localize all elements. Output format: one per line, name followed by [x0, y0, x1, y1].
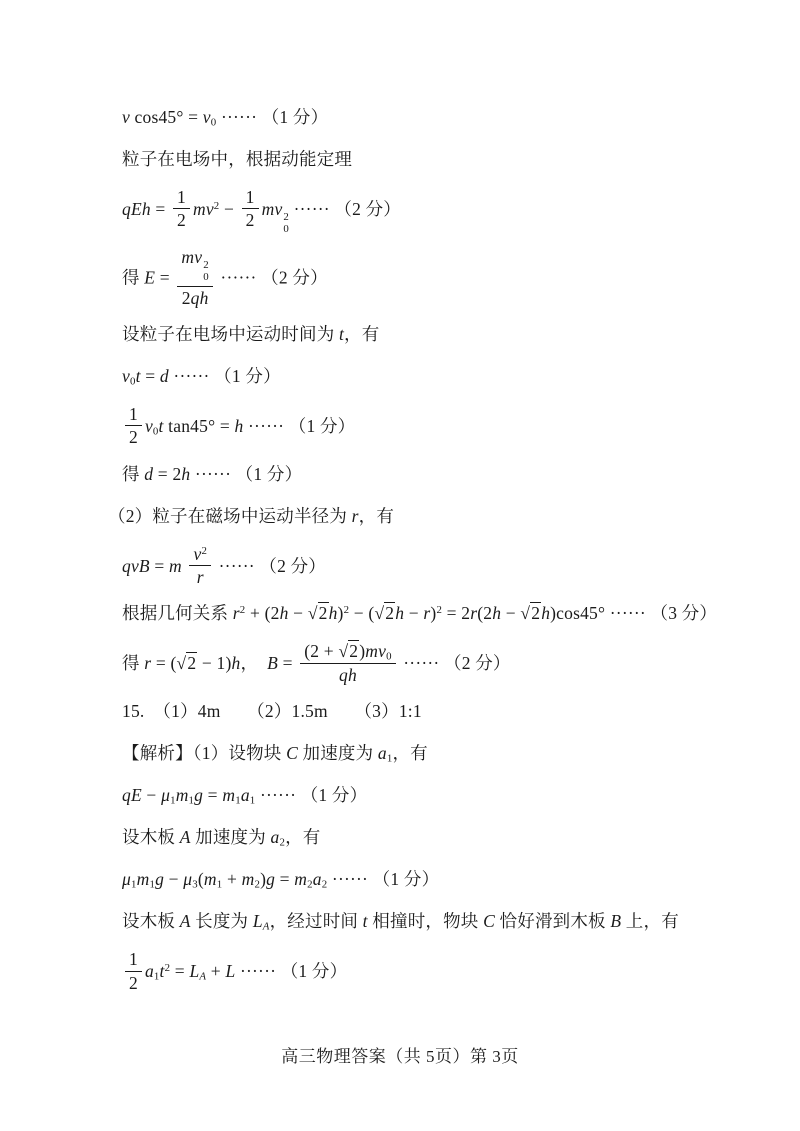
formula-line: $\mu_1m_1g - \mu_3(m_1 + m_2)g = m_2a_2$ ······ （1 分） — [122, 869, 440, 891]
formula-line: 得 r = (√2 − 1)h， B = $\frac{(2 + √2)mv_0}{qh}$ ······ （2 分） — [122, 641, 511, 685]
formula-line: qEh = $\frac{1}{2}$ $mv^2$ − $\frac{1}{2}$ mv 2 0 ······ （2 分） — [122, 187, 401, 236]
formula-line: 根据几何关系 $r^2 + (2h - √2h)^2 - (√2h - r)^2 = 2r(2h - √2h)\cos 45^\circ$ ······ （3 分） — [122, 603, 718, 624]
document-body — [108, 106, 782, 1008]
formula-line: $\frac{1}{2}$ $v_0t$ tan45° = h ······ （1 分） — [122, 407, 782, 449]
text-line: 设粒子在电场中运动时间为 t，有 — [122, 323, 380, 344]
formula-line: $\frac{1}{2}$ $a_1t^2 = L_A + L$ ······ （1 分） — [122, 952, 782, 994]
text-line: （2）粒子在磁场中运动半径为 r，有 — [108, 505, 395, 526]
formula-line: v $\cos 45^\circ = v_0$ ······ （1 分） — [122, 107, 329, 129]
text-line: 设木板 A 加速度为 $a_2$，有 — [122, 827, 321, 849]
formula-line: $v_0t = d$ ······ （1 分） — [122, 365, 281, 388]
formula-line: 得 d = 2h ······ （1 分） — [122, 463, 303, 484]
formula-line: qvB = m $\frac{v^2}{r}$ ······ （2 分） — [122, 543, 327, 588]
formula-line: qE − $\mu_1m_1g = m_1a_1$ ······ （1 分） — [122, 785, 368, 807]
answer-line: 15. （1）4m （2）1.5m （3）1:1 — [122, 701, 422, 722]
text-line: 粒子在电场中，根据动能定理 — [122, 149, 353, 169]
text-line: 设木板 A 长度为 $L_A$，经过时间 t 相撞时，物块 C 恰好滑到木板 B 上，有 — [122, 911, 679, 933]
text-line: 【解析】（1）设物块 C 加速度为 $a_1$，有 — [122, 743, 428, 765]
formula-line: 得 E = mv 2 0 2qh ······ （2 分） — [122, 246, 328, 308]
page-footer: 高三物理答案（共 5页）第 3页 — [281, 1047, 519, 1066]
